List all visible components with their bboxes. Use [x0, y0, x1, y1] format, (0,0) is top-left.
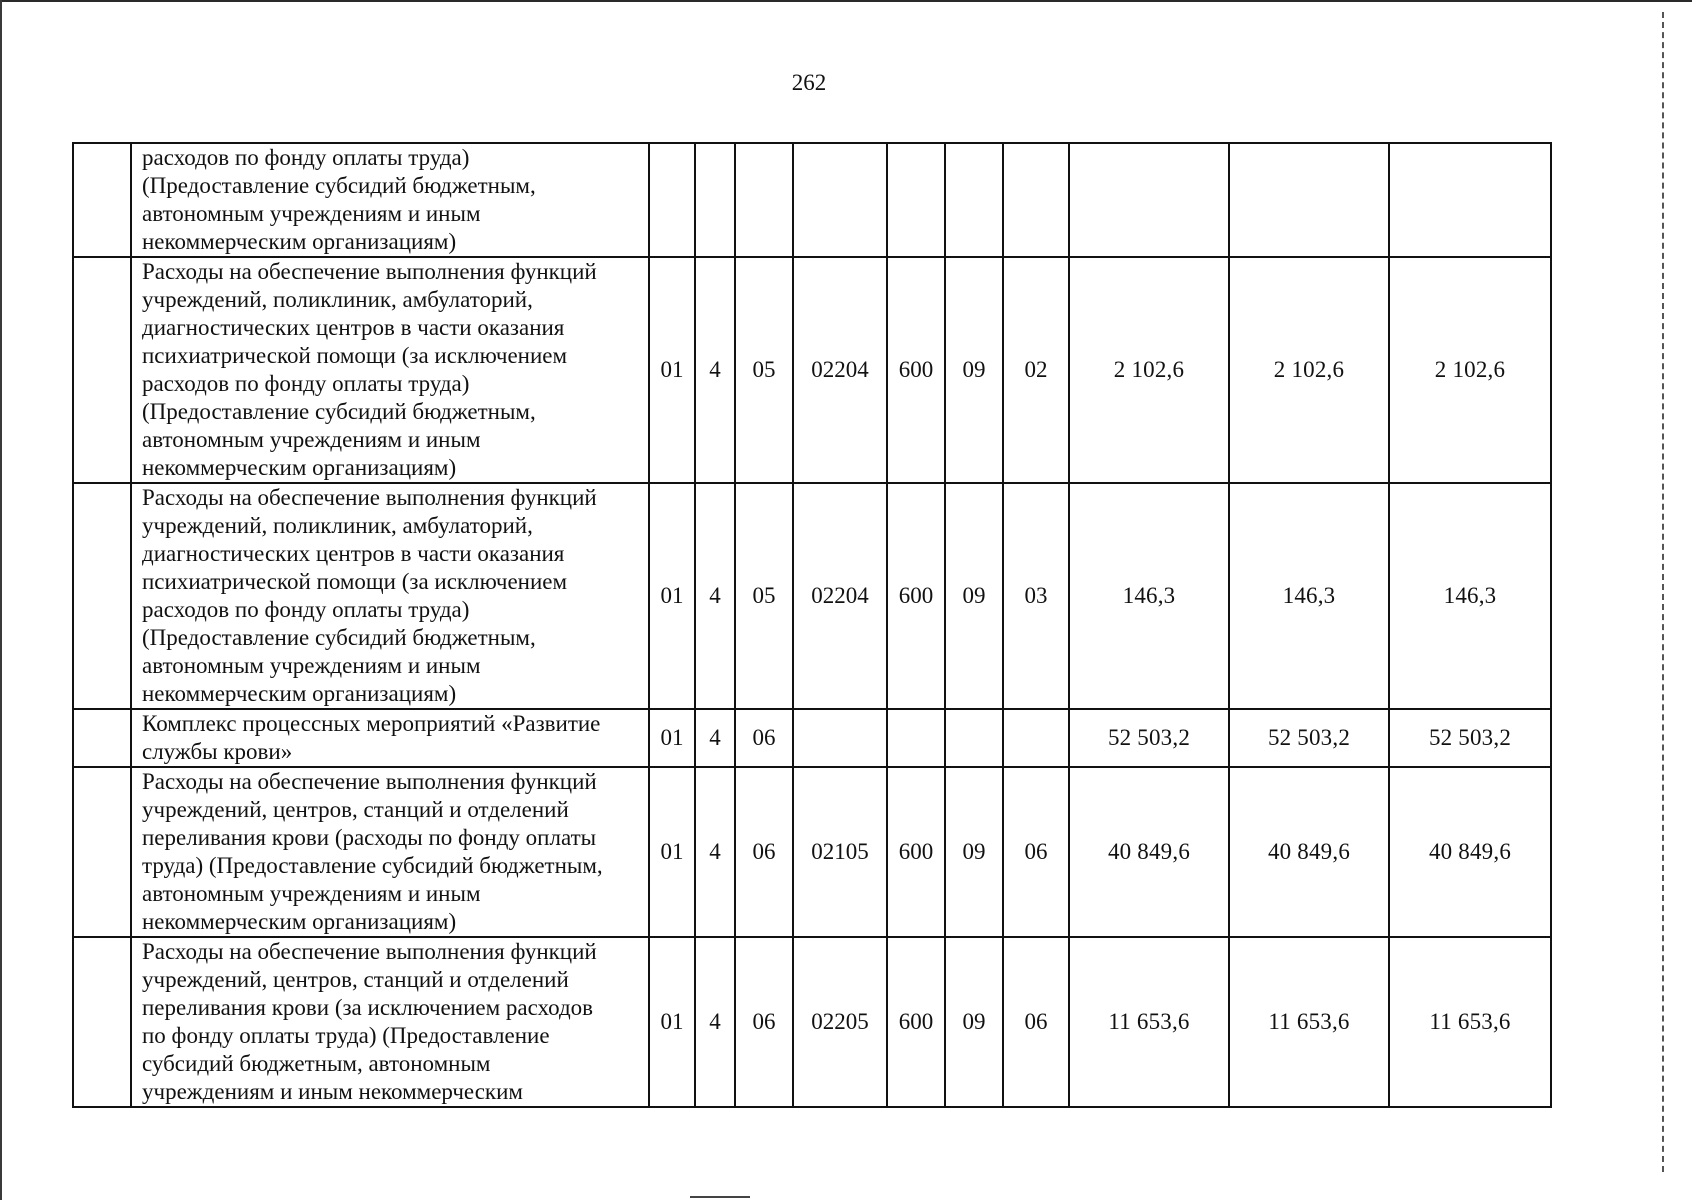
table-row	[73, 767, 1551, 937]
code-cell: 05	[735, 257, 793, 483]
code-cell: 03	[1003, 483, 1069, 709]
description-cell	[131, 143, 649, 257]
code-cell: 4	[695, 257, 735, 483]
table-row	[73, 483, 1551, 709]
amount-cell: 2 102,6	[1389, 257, 1551, 483]
description-text: Расходы на обеспечение выполнения функций учреждений, поликлиник, амбулаторий, диагностических центров в части оказания психиатрической помощи (за исключением расходов по фонду оплаты труда) (Предоставление субсидий бюджетным, автономным учреждениям и иным некоммерческим организациям)	[142, 259, 597, 480]
code-cell: 09	[945, 257, 1003, 483]
description-cell	[131, 257, 649, 483]
table-row	[73, 143, 1551, 257]
code-cell: 06	[1003, 767, 1069, 937]
code-cell: 600	[887, 483, 945, 709]
scan-edge-top	[0, 0, 1692, 2]
amount-cell: 40 849,6	[1069, 767, 1229, 937]
code-cell: 01	[649, 767, 695, 937]
amount-cell: 146,3	[1389, 483, 1551, 709]
amount-cell: 11 653,6	[1229, 937, 1389, 1107]
scan-mark-bottom	[690, 1196, 750, 1198]
code-cell	[649, 143, 695, 257]
description-cell	[131, 483, 649, 709]
scan-edge-right	[1662, 12, 1664, 1172]
code-cell: 09	[945, 483, 1003, 709]
code-cell: 09	[945, 937, 1003, 1107]
amount-cell: 146,3	[1069, 483, 1229, 709]
code-cell: 4	[695, 483, 735, 709]
code-cell: 02	[1003, 257, 1069, 483]
code-cell: 01	[649, 257, 695, 483]
code-cell: 01	[649, 937, 695, 1107]
amount-cell: 11 653,6	[1069, 937, 1229, 1107]
amount-cell: 40 849,6	[1389, 767, 1551, 937]
amount-cell	[1069, 143, 1229, 257]
code-cell: 4	[695, 937, 735, 1107]
description-text: Расходы на обеспечение выполнения функций учреждений, поликлиник, амбулаторий, диагностических центров в части оказания психиатрической помощи (за исключением расходов по фонду оплаты труда) (Предоставление субсидий бюджетным, автономным учреждениям и иным некоммерческим организациям)	[142, 485, 597, 706]
code-cell	[945, 709, 1003, 767]
code-cell: 01	[649, 483, 695, 709]
description-text: Расходы на обеспечение выполнения функций учреждений, центров, станций и отделений переливания крови (расходы по фонду оплаты труда) (Предоставление субсидий бюджетным, автономным учреждениям и иным некоммерческим организациям)	[142, 769, 603, 934]
code-cell: 4	[695, 767, 735, 937]
code-cell: 09	[945, 767, 1003, 937]
code-cell	[1003, 709, 1069, 767]
amount-cell: 52 503,2	[1389, 709, 1551, 767]
code-cell: 600	[887, 767, 945, 937]
code-cell	[887, 143, 945, 257]
row-number-cell	[73, 767, 131, 937]
code-cell	[735, 143, 793, 257]
description-cell	[131, 709, 649, 767]
description-cell	[131, 937, 649, 1107]
code-cell: 600	[887, 937, 945, 1107]
amount-cell: 2 102,6	[1069, 257, 1229, 483]
amount-cell: 52 503,2	[1069, 709, 1229, 767]
code-cell	[887, 709, 945, 767]
row-number-cell	[73, 709, 131, 767]
code-cell: 02205	[793, 937, 887, 1107]
row-number-cell	[73, 143, 131, 257]
code-cell	[945, 143, 1003, 257]
row-number-cell	[73, 937, 131, 1107]
code-cell: 05	[735, 483, 793, 709]
description-text: Расходы на обеспечение выполнения функций учреждений, центров, станций и отделений переливания крови (за исключением расходов по фонду оплаты труда) (Предоставление субсидий бюджетным, автономным учреждениям и иным некоммерческим	[142, 939, 597, 1104]
code-cell: 02105	[793, 767, 887, 937]
code-cell	[793, 143, 887, 257]
amount-cell: 146,3	[1229, 483, 1389, 709]
table-row	[73, 937, 1551, 1107]
row-number-cell	[73, 483, 131, 709]
table-row	[73, 709, 1551, 767]
amount-cell: 52 503,2	[1229, 709, 1389, 767]
description-text: Комплекс процессных мероприятий «Развитие службы крови»	[142, 711, 601, 764]
description-cell	[131, 767, 649, 937]
amount-cell: 11 653,6	[1389, 937, 1551, 1107]
code-cell: 06	[735, 937, 793, 1107]
code-cell: 02204	[793, 257, 887, 483]
code-cell	[695, 143, 735, 257]
row-number-cell	[73, 257, 131, 483]
code-cell: 02204	[793, 483, 887, 709]
code-cell: 06	[1003, 937, 1069, 1107]
code-cell: 600	[887, 257, 945, 483]
amount-cell: 40 849,6	[1229, 767, 1389, 937]
code-cell: 06	[735, 709, 793, 767]
amount-cell	[1389, 143, 1551, 257]
code-cell	[793, 709, 887, 767]
budget-table	[72, 142, 1552, 1108]
code-cell	[1003, 143, 1069, 257]
amount-cell	[1229, 143, 1389, 257]
scan-edge-left	[0, 0, 2, 1200]
table-row	[73, 257, 1551, 483]
amount-cell: 2 102,6	[1229, 257, 1389, 483]
code-cell: 4	[695, 709, 735, 767]
description-text: расходов по фонду оплаты труда) (Предоставление субсидий бюджетным, автономным учреждениям и иным некоммерческим организациям)	[142, 145, 536, 254]
code-cell: 01	[649, 709, 695, 767]
code-cell: 06	[735, 767, 793, 937]
page-number: 262	[791, 70, 827, 95]
